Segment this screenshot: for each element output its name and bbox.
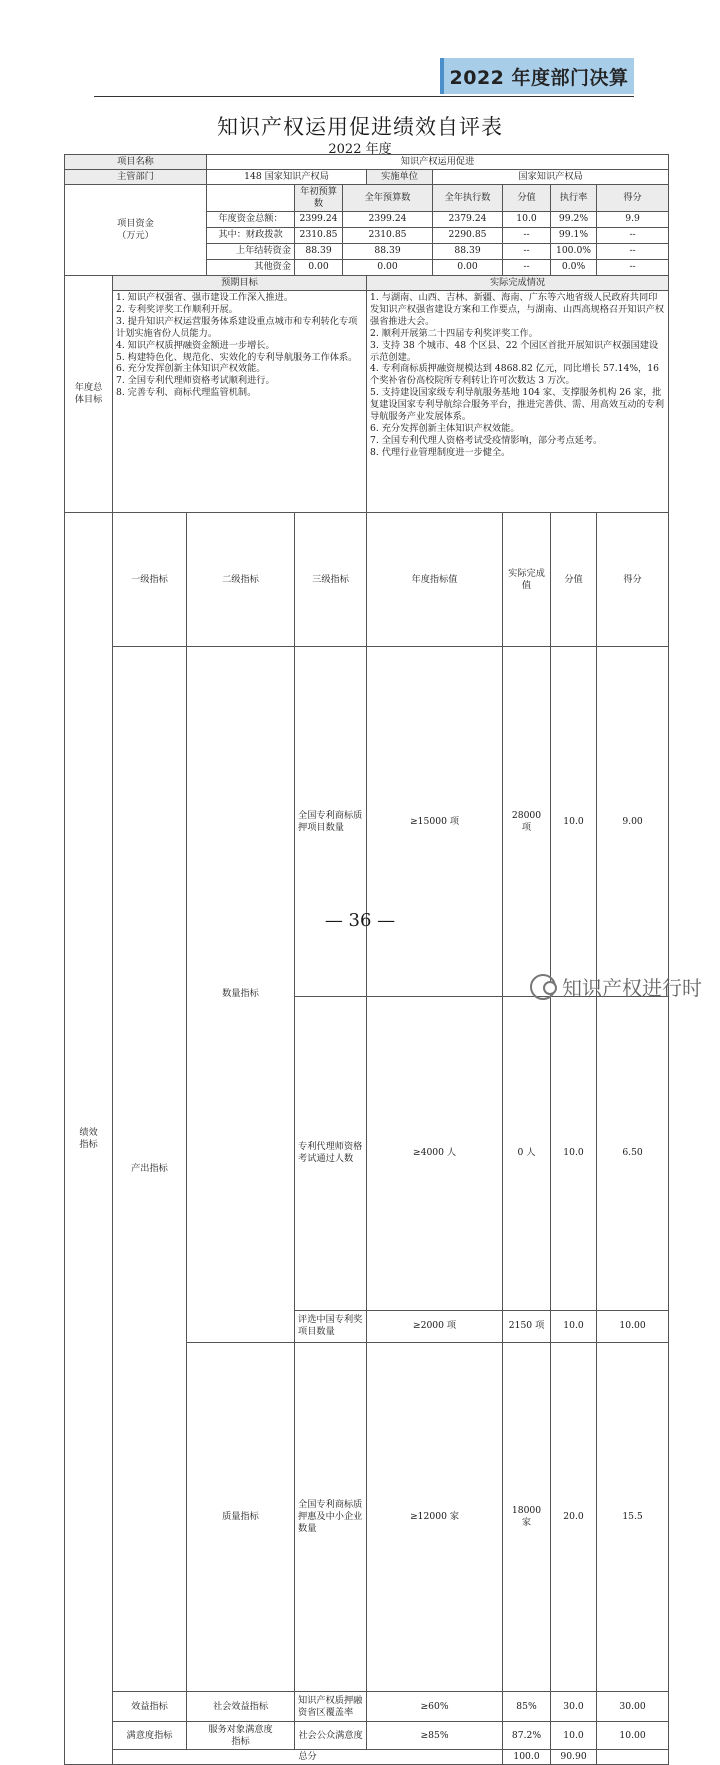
level3-indicator: 专利代理师资格考试通过人数 <box>295 996 367 1310</box>
total-row <box>65 1750 669 1765</box>
perf-header: 二级指标 <box>187 512 295 646</box>
expected-goal-item: 7. 全国专利代理师资格考试顺利进行。 <box>116 375 275 387</box>
page-subtitle-year: 2022 年度 <box>328 142 392 157</box>
perf-header: 年度指标值 <box>367 512 503 646</box>
funds-header: 分值 <box>503 184 551 211</box>
score-value: 30.0 <box>551 1692 597 1722</box>
score-value: 10.0 <box>551 996 597 1310</box>
project-name-row <box>65 155 669 170</box>
actual-result-item: 4. 专利商标质押融资规模达到 4868.82 亿元，同比增长 57.14%，16 个奖补省份高校院所专利转让许可次数达 3 万次。 <box>370 363 659 387</box>
score-value: 10.0 <box>551 1310 597 1342</box>
level3-indicator: 全国专利商标质押项目数量 <box>295 647 367 997</box>
perf-header: 得分 <box>597 512 669 646</box>
funds-row-label: 其他资金 <box>207 259 295 275</box>
goals-label: 年度总 体目标 <box>65 275 113 512</box>
target-value: ≥2000 项 <box>367 1310 503 1342</box>
perf-row <box>65 1692 669 1722</box>
got-value: 10.00 <box>597 1310 669 1342</box>
target-value: ≥85% <box>367 1722 503 1750</box>
actual-results-cell <box>367 290 669 512</box>
actual-result-item: 7. 全国专利代理人资格考试受疫情影响，部分考点延考。 <box>370 435 603 447</box>
total-got: 90.90 <box>551 1750 597 1765</box>
goals-header-row <box>65 275 669 290</box>
level3-indicator: 社会公众满意度 <box>295 1722 367 1750</box>
funds-header: 执行率 <box>551 184 597 211</box>
expected-goal-item: 8. 完善专利、商标代理监管机制。 <box>116 387 257 399</box>
got-value: 6.50 <box>597 996 669 1310</box>
perf-label: 绩效 指标 <box>65 512 113 1765</box>
funds-row-label: 上年结转资金 <box>207 243 295 259</box>
actual-results-header: 实际完成情况 <box>367 275 669 290</box>
actual-result-item: 5. 支持建设国家级专利导航服务基地 104 家、支撑服务机构 26 家，批复建设国家专利导航综合服务平台，推进完善供、需、用高效互动的专利导航服务产业发展体系。 <box>370 387 665 423</box>
expected-goals-cell <box>113 290 367 512</box>
funds-cell: 2399.24 <box>343 211 433 227</box>
watermark <box>530 972 702 1001</box>
score-value: 10.0 <box>551 1722 597 1750</box>
level1-benefit: 效益指标 <box>113 1692 187 1722</box>
actual-result-item: 6. 充分发挥创新主体知识产权效能。 <box>370 423 520 435</box>
got-value: 15.5 <box>597 1342 669 1692</box>
funds-cell: -- <box>597 243 669 259</box>
target-value: ≥4000 人 <box>367 996 503 1310</box>
funds-cell: 99.2% <box>551 211 597 227</box>
funds-cell: 9.9 <box>597 211 669 227</box>
expected-goals-header: 预期目标 <box>113 275 367 290</box>
funds-cell: -- <box>503 243 551 259</box>
funds-cell: 2290.85 <box>433 227 503 243</box>
funds-header: 得分 <box>597 184 669 211</box>
expected-goal-item: 3. 提升知识产权运营服务体系建设重点城市和专利转化专项计划实施省份人员能力。 <box>116 315 358 339</box>
perf-header: 三级指标 <box>295 512 367 646</box>
got-value: 10.00 <box>597 1722 669 1750</box>
header-rule <box>94 96 634 97</box>
perf-header-row <box>65 512 669 646</box>
actual-result-item: 3. 支持 38 个城市、48 个区县、22 个园区首批开展知识产权强国建设示范创建。 <box>370 339 659 363</box>
dept-label: 主管部门 <box>65 169 207 184</box>
target-value: ≥15000 项 <box>367 647 503 997</box>
total-score: 100.0 <box>503 1750 551 1765</box>
funds-cell: 0.0% <box>551 259 597 275</box>
perf-row <box>65 1722 669 1750</box>
perf-row <box>65 647 669 997</box>
target-value: ≥12000 家 <box>367 1342 503 1692</box>
actual-result-item: 8. 代理行业管理制度进一步健全。 <box>370 447 511 459</box>
perf-header: 实际完成 值 <box>503 512 551 646</box>
expected-goal-item: 4. 知识产权质押融资金额进一步增长。 <box>116 339 275 351</box>
actual-result-item: 2. 顺利开展第二十四届专利奖评奖工作。 <box>370 327 538 339</box>
page-number: — 36 — <box>324 910 396 931</box>
funds-header-row <box>65 184 669 211</box>
perf-header: 一级指标 <box>113 512 187 646</box>
level2-service: 服务对象满意度 指标 <box>187 1722 295 1750</box>
actual-result-item: 1. 与湖南、山西、吉林、新疆、海南、广东等六地省级人民政府共同印发知识产权强省建设方案和工作要点，与湖南、山西高规格召开知识产权强省推进大会。 <box>370 291 665 327</box>
score-value: 10.0 <box>551 647 597 997</box>
watermark-text: 知识产权进行时 <box>562 976 702 1000</box>
level1-output: 产出指标 <box>113 647 187 1692</box>
goals-content-row <box>65 290 669 512</box>
funds-cell: 99.1% <box>551 227 597 243</box>
funds-cell: 10.0 <box>503 211 551 227</box>
level3-indicator: 全国专利商标质押惠及中小企业数量 <box>295 1342 367 1692</box>
funds-cell: 0.00 <box>433 259 503 275</box>
perf-header: 分值 <box>551 512 597 646</box>
expected-goal-item: 2. 专利奖评奖工作顺利开展。 <box>116 303 238 315</box>
funds-cell: 100.0% <box>551 243 597 259</box>
funds-cell: -- <box>503 259 551 275</box>
funds-cell: 88.39 <box>343 243 433 259</box>
funds-cell: 2310.85 <box>343 227 433 243</box>
funds-cell: 2379.24 <box>433 211 503 227</box>
actual-value: 0 人 <box>503 996 551 1310</box>
actual-value: 85% <box>503 1692 551 1722</box>
target-value: ≥60% <box>367 1692 503 1722</box>
actual-value: 18000 家 <box>503 1342 551 1692</box>
level3-indicator: 知识产权质押融资省区覆盖率 <box>295 1692 367 1722</box>
level2-quantity: 数量指标 <box>187 647 295 1342</box>
project-name-label: 项目名称 <box>65 155 207 170</box>
score-value: 20.0 <box>551 1342 597 1692</box>
got-value: 9.00 <box>597 647 669 997</box>
wechat-icon <box>530 974 556 1000</box>
funds-header: 全年执行数 <box>433 184 503 211</box>
funds-cell: 88.39 <box>295 243 343 259</box>
level2-quality: 质量指标 <box>187 1342 295 1692</box>
level1-satisfaction: 满意度指标 <box>113 1722 187 1750</box>
level3-indicator: 评选中国专利奖项目数量 <box>295 1310 367 1342</box>
report-header-badge <box>440 58 634 94</box>
funds-label: 项目资金 （万元） <box>65 184 207 275</box>
report-header-text: 2022 年度部门决算 <box>449 66 629 89</box>
project-name-value: 知识产权运用促进 <box>207 155 669 170</box>
actual-value: 2150 项 <box>503 1310 551 1342</box>
expected-goal-item: 6. 充分发挥创新主体知识产权效能。 <box>116 363 266 375</box>
funds-row-label: 年度资金总额： <box>207 211 295 227</box>
funds-header: 年初预算数 <box>295 184 343 211</box>
funds-row-label: 其中：财政拨款 <box>207 227 295 243</box>
self-evaluation-table <box>64 154 669 1765</box>
impl-value: 国家知识产权局 <box>433 169 669 184</box>
level2-social: 社会效益指标 <box>187 1692 295 1722</box>
dept-value: 148 国家知识产权局 <box>207 169 367 184</box>
department-row <box>65 169 669 184</box>
funds-header: 全年预算数 <box>343 184 433 211</box>
expected-goal-item: 5. 构建特色化、规范化、实效化的专利导航服务工作体系。 <box>116 351 358 363</box>
funds-cell: 0.00 <box>295 259 343 275</box>
got-value: 30.00 <box>597 1692 669 1722</box>
total-label: 总分 <box>113 1750 503 1765</box>
page-title: 知识产权运用促进绩效自评表 <box>217 115 503 139</box>
expected-goal-item: 1. 知识产权强省、强市建设工作深入推进。 <box>116 291 294 303</box>
impl-label: 实施单位 <box>367 169 433 184</box>
funds-cell: -- <box>597 227 669 243</box>
funds-cell: 88.39 <box>433 243 503 259</box>
actual-value: 28000 项 <box>503 647 551 997</box>
funds-cell: -- <box>503 227 551 243</box>
funds-cell: 2399.24 <box>295 211 343 227</box>
actual-value: 87.2% <box>503 1722 551 1750</box>
funds-cell: -- <box>597 259 669 275</box>
funds-cell: 0.00 <box>343 259 433 275</box>
funds-cell: 2310.85 <box>295 227 343 243</box>
